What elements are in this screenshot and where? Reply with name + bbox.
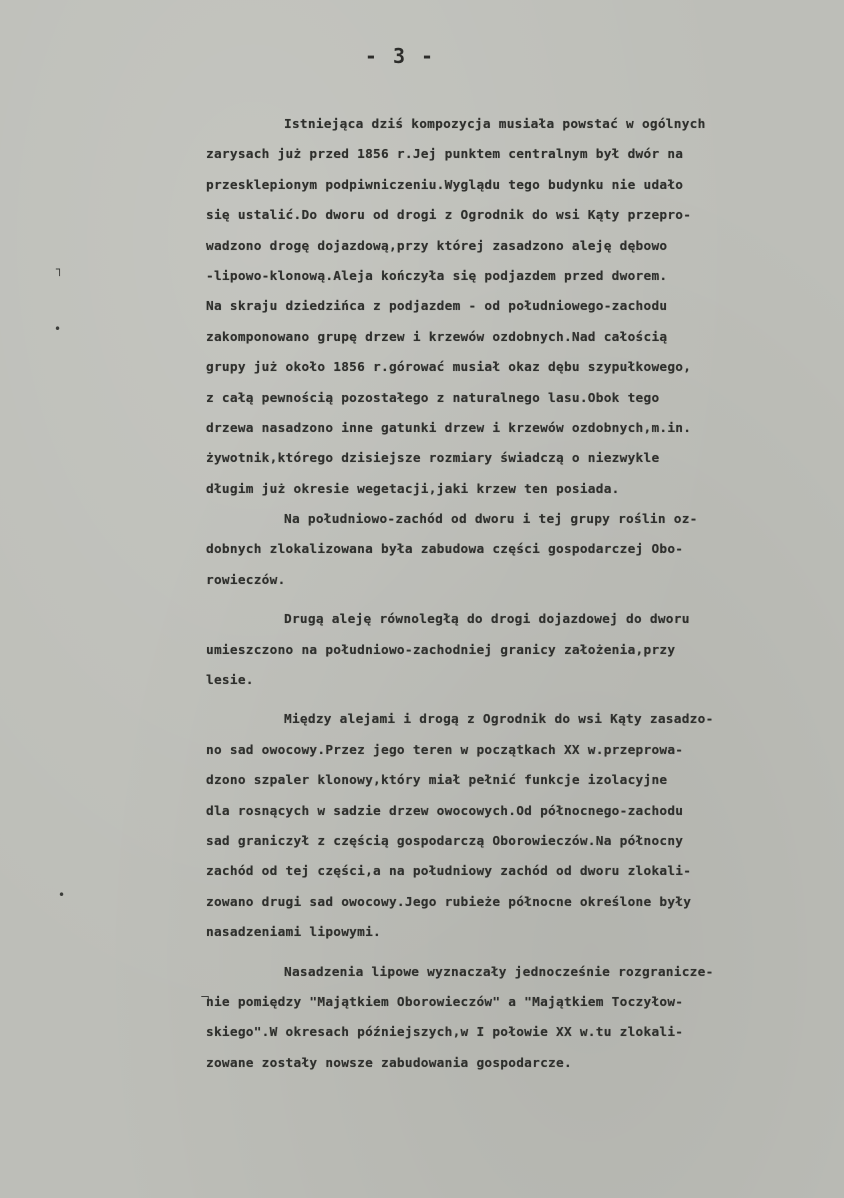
page-number: - 3 - [364,44,436,68]
paragraph [206,110,826,505]
body-text [206,110,826,1079]
text-line: Nasadzenia lipowe wyznaczały jednocześnie rozgranicze- [284,964,714,980]
text-line: długim już okresie wegetacji,jaki krzew ten posiada. [206,481,620,497]
paragraph [206,705,826,948]
text-line: wadzono drogę dojazdową,przy której zasadzono aleję dębowo [206,238,668,254]
margin-mark: ┐ [56,262,64,276]
text-line: Drugą aleję równoległą do drogi dojazdowej do dworu [284,612,690,628]
margin-mark: • [58,888,66,902]
text-line: zakomponowano grupę drzew i krzewów ozdobnych.Nad całością [206,329,668,345]
text-line: dobnych zlokalizowana była zabudowa części gospodarczej Obo- [206,542,684,558]
text-line: lesie. [206,673,254,689]
text-line: Istniejąca dziś kompozycja musiała powstać w ogólnych [284,117,706,132]
text-line: żywotnik,którego dzisiejsze rozmiary świadczą o niezwykle [206,451,660,467]
paragraph-gap [206,596,826,605]
paragraph [206,605,826,696]
text-line: umieszczono na południowo-zachodniej granicy założenia,przy [206,642,676,658]
text-line: zarysach już przed 1856 r.Jej punktem centralnym był dwór na [206,147,684,163]
text-line: sad graniczył z częścią gospodarczą Oborowieczów.Na północny [206,833,684,849]
paragraph [206,958,826,1080]
text-line: drzewa nasadzono inne gatunki drzew i krzewów ozdobnych,m.in. [206,420,692,436]
text-line: nasadzeniami lipowymi. [206,925,381,941]
text-line: zachód od tej części,a na południowy zachód od dworu zlokali- [206,864,692,880]
text-line: grupy już około 1856 r.górować musiał okaz dębu szypułkowego, [206,360,692,376]
text-line: dzono szpaler klonowy,który miał pełnić funkcje izolacyjne [206,773,668,789]
text-line: no sad owocowy.Przez jego teren w początkach XX w.przeprowa- [206,742,684,758]
margin-mark: • [54,322,62,336]
text-line: skiego".W okresach późniejszych,w I połowie XX w.tu zlokali- [206,1025,684,1041]
text-line: zowano drugi sad owocowy.Jego rubieże północne określone były [206,894,692,910]
text-line: się ustalić.Do dworu od drogi z Ogrodnik do wsi Kąty przepro- [206,208,692,224]
text-line: Między alejami i drogą z Ogrodnik do wsi Kąty zasadzo- [284,712,714,728]
text-line: z całą pewnością pozostałego z naturalnego lasu.Obok tego [206,390,660,406]
paragraph-gap [206,696,826,705]
text-line: zowane zostały nowsze zabudowania gospodarcze. [206,1055,572,1071]
text-line: -lipowo-klonową.Aleja kończyła się podjazdem przed dworem. [206,268,668,284]
text-line: rowieczów. [206,572,286,588]
text-line: przesklepionym podpiwniczeniu.Wyglądu tego budynku nie udało [206,177,684,193]
text-line: Na południowo-zachód od dworu i tej grupy roślin oz- [284,512,698,528]
margin-mark: ¬ [200,990,211,1004]
text-line: Na skraju dziedzińca z podjazdem - od południowego-zachodu [206,299,668,315]
paragraph [206,505,826,596]
text-line: nie pomiędzy "Majątkiem Oborowieczów" a "Majątkiem Toczyłow- [206,994,684,1010]
paragraph-gap [206,949,826,958]
text-line: dla rosnących w sadzie drzew owocowych.Od północnego-zachodu [206,803,684,819]
